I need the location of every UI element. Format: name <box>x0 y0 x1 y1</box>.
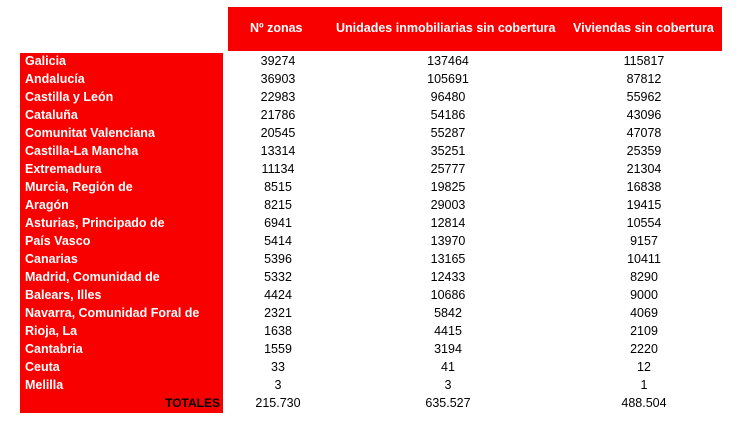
cell-unidades: 12433 <box>430 270 466 284</box>
region-name: Extremadura <box>25 162 102 176</box>
cell-unidades: 13970 <box>430 234 466 248</box>
table-row <box>228 287 722 305</box>
totals-row-label <box>20 395 223 413</box>
table-row <box>228 305 722 323</box>
table-row <box>228 161 722 179</box>
table-row <box>228 269 722 287</box>
region-row <box>20 107 223 125</box>
region-row <box>20 287 223 305</box>
region-name: Cataluña <box>25 108 78 122</box>
cell-zonas: 6941 <box>264 216 292 230</box>
table-row <box>228 53 722 71</box>
cell-unidades: 5842 <box>434 306 462 320</box>
cell-viviendas: 9000 <box>630 288 658 302</box>
table-row <box>228 71 722 89</box>
table-row <box>228 251 722 269</box>
total-viviendas: 488.504 <box>621 396 667 410</box>
header-viviendas: Viviendas sin cobertura <box>573 21 714 35</box>
totals-row <box>228 395 722 413</box>
region-column <box>20 53 223 413</box>
cell-zonas: 36903 <box>260 72 296 86</box>
region-name: Rioja, La <box>25 324 78 338</box>
region-row <box>20 269 223 287</box>
table-row <box>228 359 722 377</box>
region-row <box>20 143 223 161</box>
cell-zonas: 2321 <box>264 306 292 320</box>
cell-viviendas: 16838 <box>626 180 662 194</box>
cell-viviendas: 19415 <box>626 198 662 212</box>
table-row <box>228 197 722 215</box>
table-row <box>228 323 722 341</box>
cell-viviendas: 43096 <box>626 108 662 122</box>
region-row <box>20 341 223 359</box>
cell-viviendas: 10411 <box>627 252 661 266</box>
table-row <box>228 143 722 161</box>
region-name: Melilla <box>25 378 64 392</box>
region-row <box>20 197 223 215</box>
table-header <box>228 7 722 51</box>
cell-zonas: 13314 <box>260 144 296 158</box>
table-row <box>228 89 722 107</box>
cell-unidades: 3194 <box>434 342 462 356</box>
cell-zonas: 5332 <box>264 270 292 284</box>
region-row <box>20 305 223 323</box>
cell-unidades: 105691 <box>427 72 469 86</box>
total-unidades: 635.527 <box>425 396 471 410</box>
cell-viviendas: 10554 <box>626 216 662 230</box>
cell-unidades: 54186 <box>430 108 466 122</box>
region-row <box>20 53 223 71</box>
cell-unidades: 3 <box>444 378 452 392</box>
cell-viviendas: 47078 <box>626 126 662 140</box>
region-name: Comunitat Valenciana <box>25 126 155 140</box>
region-row <box>20 377 223 395</box>
cell-viviendas: 2109 <box>630 324 658 338</box>
region-name: Balears, Illes <box>25 288 102 302</box>
cell-zonas: 8515 <box>264 180 292 194</box>
region-name: Ceuta <box>25 360 60 374</box>
totals-label: TOTALES <box>165 396 220 410</box>
table-row <box>228 107 722 125</box>
table-row <box>228 215 722 233</box>
region-row <box>20 359 223 377</box>
cell-viviendas: 12 <box>637 360 651 374</box>
cell-viviendas: 2220 <box>630 342 658 356</box>
region-name: Canarias <box>25 252 78 266</box>
region-name: Cantabria <box>25 342 83 356</box>
cell-zonas: 22983 <box>260 90 296 104</box>
cell-viviendas: 25359 <box>626 144 662 158</box>
cell-zonas: 5396 <box>264 252 292 266</box>
cell-unidades: 10686 <box>430 288 466 302</box>
cell-unidades: 35251 <box>430 144 466 158</box>
cell-zonas: 20545 <box>260 126 296 140</box>
table-row <box>228 125 722 143</box>
cell-zonas: 5414 <box>264 234 292 248</box>
region-name: Navarra, Comunidad Foral de <box>25 306 200 320</box>
region-row <box>20 71 223 89</box>
region-name: Castilla-La Mancha <box>25 144 139 158</box>
table-row <box>228 179 722 197</box>
cell-unidades: 137464 <box>427 54 469 68</box>
cell-viviendas: 1 <box>640 378 648 392</box>
cell-unidades: 41 <box>441 360 455 374</box>
total-zonas: 215.730 <box>255 396 301 410</box>
header-unidades: Unidades inmobiliarias sin cobertura <box>336 21 556 35</box>
cell-zonas: 1638 <box>264 324 292 338</box>
cell-unidades: 13165 <box>430 252 466 266</box>
table-row <box>228 233 722 251</box>
region-name: Andalucía <box>25 72 85 86</box>
cell-unidades: 12814 <box>430 216 466 230</box>
cell-viviendas: 21304 <box>626 162 662 176</box>
cell-unidades: 55287 <box>430 126 466 140</box>
region-row <box>20 251 223 269</box>
region-name: Aragón <box>25 198 69 212</box>
region-row <box>20 233 223 251</box>
values-columns <box>228 53 722 413</box>
cell-viviendas: 4069 <box>630 306 658 320</box>
cell-zonas: 11134 <box>261 162 295 176</box>
cell-viviendas: 115817 <box>623 54 665 68</box>
cell-zonas: 8215 <box>264 198 292 212</box>
region-row <box>20 125 223 143</box>
region-row <box>20 215 223 233</box>
cell-viviendas: 9157 <box>630 234 658 248</box>
region-name: País Vasco <box>25 234 91 248</box>
cell-zonas: 1559 <box>264 342 292 356</box>
region-name: Asturias, Principado de <box>25 216 165 230</box>
cell-zonas: 21786 <box>260 108 296 122</box>
table-row <box>228 341 722 359</box>
region-row <box>20 179 223 197</box>
cell-viviendas: 8290 <box>630 270 658 284</box>
cell-unidades: 19825 <box>430 180 466 194</box>
cell-viviendas: 87812 <box>626 72 662 86</box>
region-name: Murcia, Región de <box>25 180 133 194</box>
header-zonas: Nº zonas <box>250 21 303 35</box>
cell-viviendas: 55962 <box>626 90 662 104</box>
cell-zonas: 39274 <box>260 54 296 68</box>
cell-zonas: 33 <box>271 360 285 374</box>
region-name: Galicia <box>25 54 66 68</box>
cell-zonas: 4424 <box>264 288 292 302</box>
cell-zonas: 3 <box>274 378 282 392</box>
region-row <box>20 161 223 179</box>
cell-unidades: 4415 <box>434 324 462 338</box>
region-row <box>20 323 223 341</box>
table-row <box>228 377 722 395</box>
cell-unidades: 96480 <box>430 90 466 104</box>
cell-unidades: 29003 <box>430 198 466 212</box>
cell-unidades: 25777 <box>430 162 466 176</box>
region-name: Castilla y León <box>25 90 114 104</box>
region-row <box>20 89 223 107</box>
region-name: Madrid, Comunidad de <box>25 270 160 284</box>
